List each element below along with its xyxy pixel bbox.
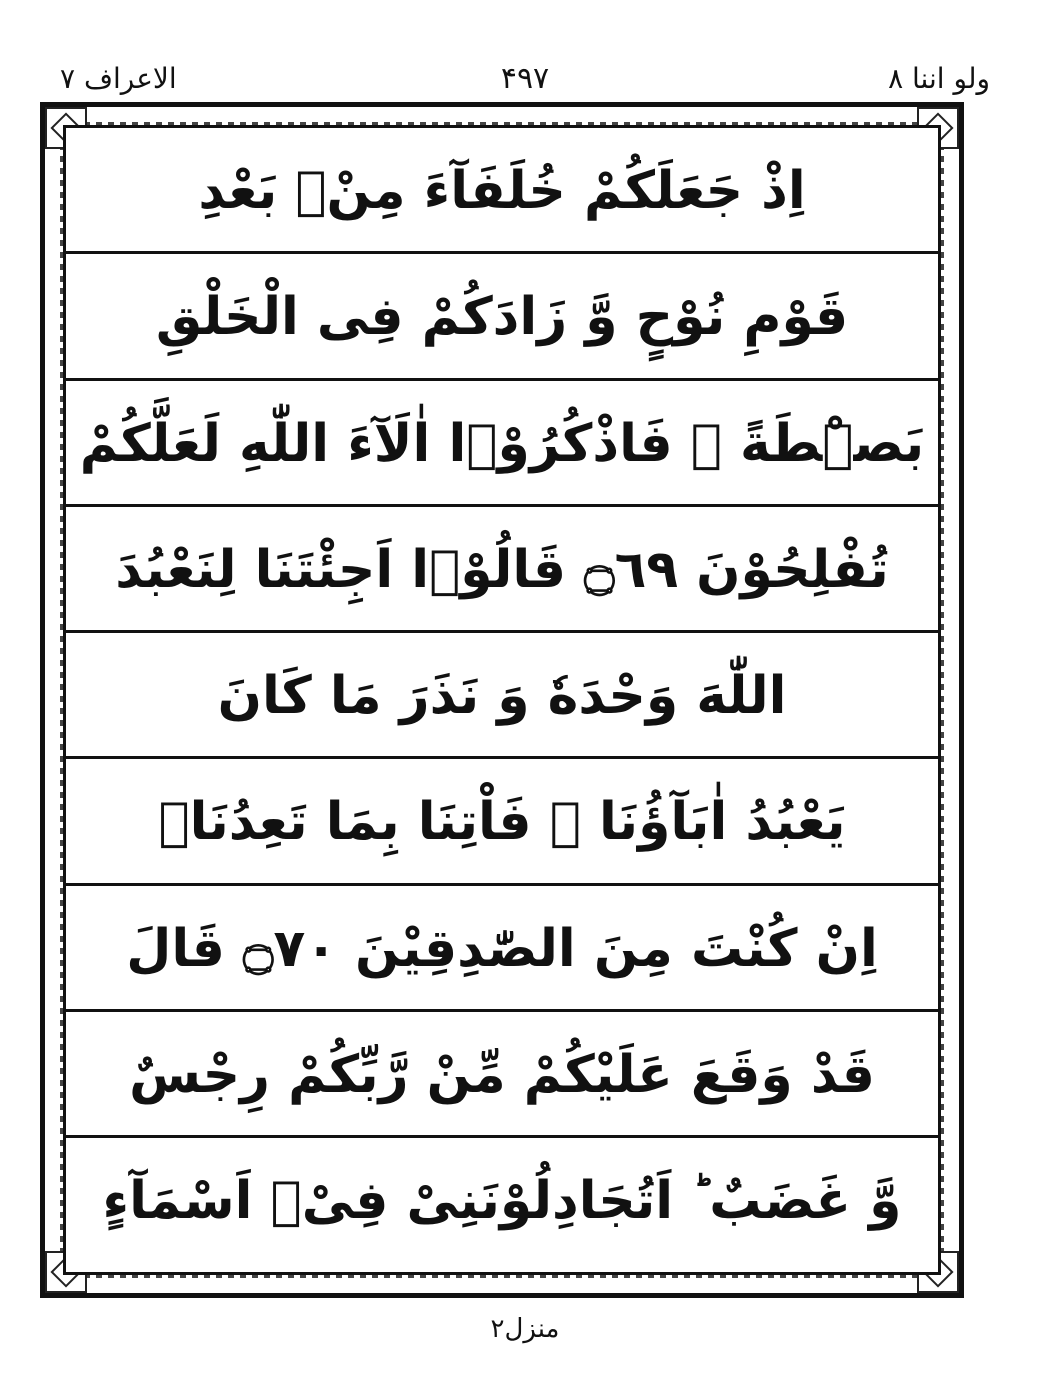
para-name: ولو اننا ۸ [888, 62, 990, 95]
page-footer [0, 1308, 1050, 1350]
verse-line: یَعْبُدُ اٰبَآؤُنَا ۚ فَاْتِنَا بِمَا تَعِدُنَاۤ [66, 759, 938, 885]
verse-text-area [63, 125, 941, 1275]
verse-line: بَصْۜطَةً ۚ فَاذْكُرُوْۤا اٰلَآءَ اللّٰهِ لَعَلَّكُمْ [66, 381, 938, 507]
verse-line: اِذْ جَعَلَكُمْ خُلَفَآءَ مِنْۢ بَعْدِ [66, 128, 938, 254]
manzil-label: منزل۲ [490, 1314, 560, 1344]
verse-line: قَدْ وَقَعَ عَلَیْكُمْ مِّنْ رَّبِّكُمْ رِجْسٌ [66, 1012, 938, 1138]
verse-line: اللّٰهَ وَحْدَهٗ وَ نَذَرَ مَا كَانَ [66, 633, 938, 759]
verse-line: قَوْمِ نُوْحٍ وَّ زَادَكُمْ فِی الْخَلْقِ [66, 254, 938, 380]
page-header [60, 56, 990, 102]
page-frame [40, 102, 964, 1298]
surah-name: الاعراف ۷ [60, 62, 177, 95]
verse-line: وَّ غَضَبٌ ؕ اَتُجَادِلُوْنَنِیْ فِیْۤ اَسْمَآءٍ [102, 1171, 902, 1232]
verse-line: تُفْلِحُوْنَ ۝٦٩ قَالُوْۤا اَجِئْتَنَا لِنَعْبُدَ [66, 507, 938, 633]
verse-line: اِنْ كُنْتَ مِنَ الصّٰدِقِیْنَ ۝٧٠ قَالَ [66, 886, 938, 1012]
page-number: ۴۹۷ [500, 61, 550, 96]
